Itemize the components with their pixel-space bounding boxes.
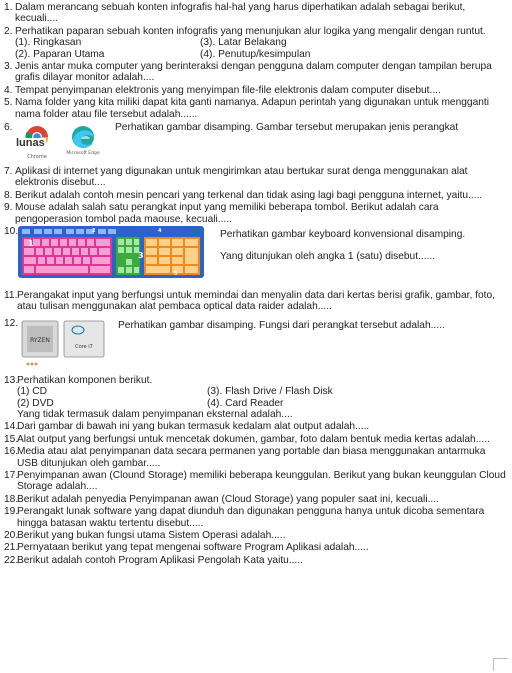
question-15 — [4, 434, 508, 445]
keyboard-mark-3: 3 — [138, 251, 144, 261]
keyboard-figure — [18, 226, 204, 281]
figure-caption-edge: Microsoft Edge — [66, 151, 100, 157]
chip-label-amd: RYZEN — [30, 337, 50, 345]
question-12 — [4, 318, 508, 373]
question-number: 16. — [4, 446, 19, 458]
option: (4). Card Reader — [207, 397, 284, 409]
question-17 — [4, 470, 508, 493]
question-3 — [4, 61, 508, 84]
question-number: 21. — [4, 542, 19, 554]
chip-label-intel: Core i7 — [75, 344, 93, 351]
question-text: Perhatikan komponen berikut. — [17, 374, 153, 386]
question-text: Media atau alat penyimpanan data secara permanen yang portable dan biasa menggunakan antarmuka USB ditunjukan oleh gambar..... — [17, 446, 486, 469]
question-number: 13. — [4, 374, 19, 386]
option: (4). Penutup/kesimpulan — [200, 48, 311, 60]
question-text: Perhatikan gambar disamping. Fungsi dari perangkat tersebut adalah..... — [118, 320, 445, 332]
question-7 — [4, 166, 508, 189]
keyboard-mark-2: 2 — [92, 228, 96, 235]
question-14 — [4, 421, 508, 432]
question-text: Perhatikan paparan sebuah konten infografis yang menunjukan alur logika yang mengalir dengan runtut. — [15, 25, 486, 37]
options-list — [15, 386, 508, 409]
option: (2). Paparan Utama — [15, 48, 105, 60]
options-list — [15, 37, 508, 60]
processor-figure — [18, 318, 110, 373]
question-number: 5. — [4, 97, 13, 109]
question-number: 19. — [4, 506, 19, 518]
browser-icons-figure — [15, 122, 107, 164]
question-9 — [4, 202, 508, 225]
question-text-2: Yang tidak termasuk dalam penyimpanan eksternal adalah.... — [17, 408, 293, 420]
processor-image — [18, 318, 110, 370]
question-text: Penyimpanan awan (Clound Storage) memiliki beberapa keunggulan. Berikut yang bukan keunggulan Cloud Storage adalah.... — [17, 469, 506, 493]
question-text: Nama folder yang kita miliki dapat kita ganti namanya. Adapun perintah yang digunakan untuk mengganti nama folder atau file tersebut adalah...... — [15, 97, 490, 120]
question-number: 15. — [4, 433, 19, 445]
question-number: 4. — [4, 84, 13, 96]
question-5 — [4, 97, 508, 120]
question-22 — [4, 555, 508, 566]
question-number: 20. — [4, 530, 19, 541]
question-18 — [4, 494, 508, 505]
question-number: 14. — [4, 421, 19, 433]
worksheet — [4, 2, 508, 567]
question-13 — [4, 375, 508, 421]
question-text: Pernyataan berikut yang tepat mengenai software Program Aplikasi adalah..... — [17, 542, 369, 554]
question-number: 7. — [4, 166, 13, 178]
question-16 — [4, 446, 508, 469]
question-text: Berikut yang bukan fungsi utama Sistem Operasi adalah..... — [17, 530, 286, 541]
option: (1) CD — [17, 386, 47, 398]
question-text: Perangakt lunak software yang dapat diunduh dan digunakan pengguna hanya untuk dicoba sementara hingga batasan waktu tertentu disebut..... — [17, 506, 485, 529]
question-11 — [4, 290, 508, 313]
question-4 — [4, 85, 508, 96]
option: (3). Latar Belakang — [200, 37, 287, 49]
question-text: Perhatikan gambar disamping. Gambar tersebut merupakan jenis perangkat — [115, 122, 459, 134]
question-text: Mouse adalah salah satu perangkat input yang memiliki beberapa tombol. Berikut adalah cara pengoperasion tombol pada maouse, kecuali..... — [15, 202, 439, 225]
question-text: Dari gambar di bawah ini yang bukan termasuk kedalam alat output adalah..... — [17, 421, 370, 433]
question-8 — [4, 190, 508, 201]
question-text: Tempat penyimpanan elektronis yang menyimpan file-file elektronis dalam computer disebut.... — [15, 84, 441, 96]
question-text: Perangakat input yang berfungsi untuk memindai dan menyalin data dari kertas berisi grafik, gambar, foto, atau tulisan menggunakan alat pembaca optical data raider adalah..... — [17, 289, 495, 312]
keyboard-image — [18, 226, 204, 278]
question-text: Berikut adalah penyedia Penyimpanan awan (Cloud Storage) yang populer saat ini, kecuali.... — [17, 493, 439, 505]
question-number: 12. — [4, 318, 19, 330]
question-text: Alat output yang berfungsi untuk mencetak dokumen, gambar, foto dalam bentuk media kertas adalah..... — [17, 433, 490, 445]
question-number: 17. — [4, 469, 19, 481]
question-number: 1. — [4, 2, 13, 13]
figure-caption-chrome: Chrome — [27, 154, 47, 161]
option: (3). Flash Drive / Flash Disk — [207, 386, 333, 398]
question-number: 6. — [4, 122, 13, 134]
question-10 — [4, 226, 508, 281]
question-number: 2. — [4, 25, 13, 37]
edge-icon — [72, 126, 94, 148]
question-number: 18. — [4, 493, 19, 505]
question-number: 11. — [4, 289, 18, 301]
question-text-2: Yang ditunjukan oleh angka 1 (satu) disebut...... — [220, 250, 436, 262]
question-text: Jenis antar muka computer yang berinteraksi dengan pengguna dalam computer dengan tampilan berupa grafis dilayar monitor adalah.... — [15, 61, 492, 84]
question-2 — [4, 26, 508, 60]
keyboard-mark-1: 1 — [28, 239, 34, 249]
figure-overlay-label: lunas — [16, 137, 45, 150]
question-text: Berikut adalah contoh Program Aplikasi Pengolah Kata yaitu..... — [17, 554, 303, 566]
question-1 — [4, 2, 508, 25]
question-text: Dalam merancang sebuah konten infografis hal-hal yang harus diperhatikan adalah sebagai berikut, kecuali.... — [15, 2, 466, 25]
keyboard-mark-5: 5 — [174, 271, 178, 278]
question-number: 8. — [4, 189, 13, 201]
option: (1). Ringkasan — [15, 37, 82, 49]
question-21 — [4, 542, 508, 553]
question-20 — [4, 530, 508, 541]
question-number: 3. — [4, 61, 13, 73]
question-text: Perhatikan gambar keyboard konvensional disamping. — [220, 229, 466, 241]
question-6 — [4, 122, 508, 164]
question-text: Aplikasi di internet yang digunakan untuk mengirimkan atau bertukar surat denga menggunakan alat elektronis disebut.... — [15, 166, 468, 189]
question-text: Berikut adalah contoh mesin pencari yang terkenal dan tidak asing lagi bagi pengguna internet, yaitu..... — [15, 189, 483, 201]
question-number: 22. — [4, 554, 19, 566]
question-number: 9. — [4, 202, 13, 214]
question-number: 10. — [4, 226, 19, 238]
page-corner-mark — [493, 658, 508, 671]
option: (2) DVD — [17, 397, 54, 409]
keyboard-mark-4: 4 — [158, 228, 162, 235]
question-19 — [4, 506, 508, 529]
